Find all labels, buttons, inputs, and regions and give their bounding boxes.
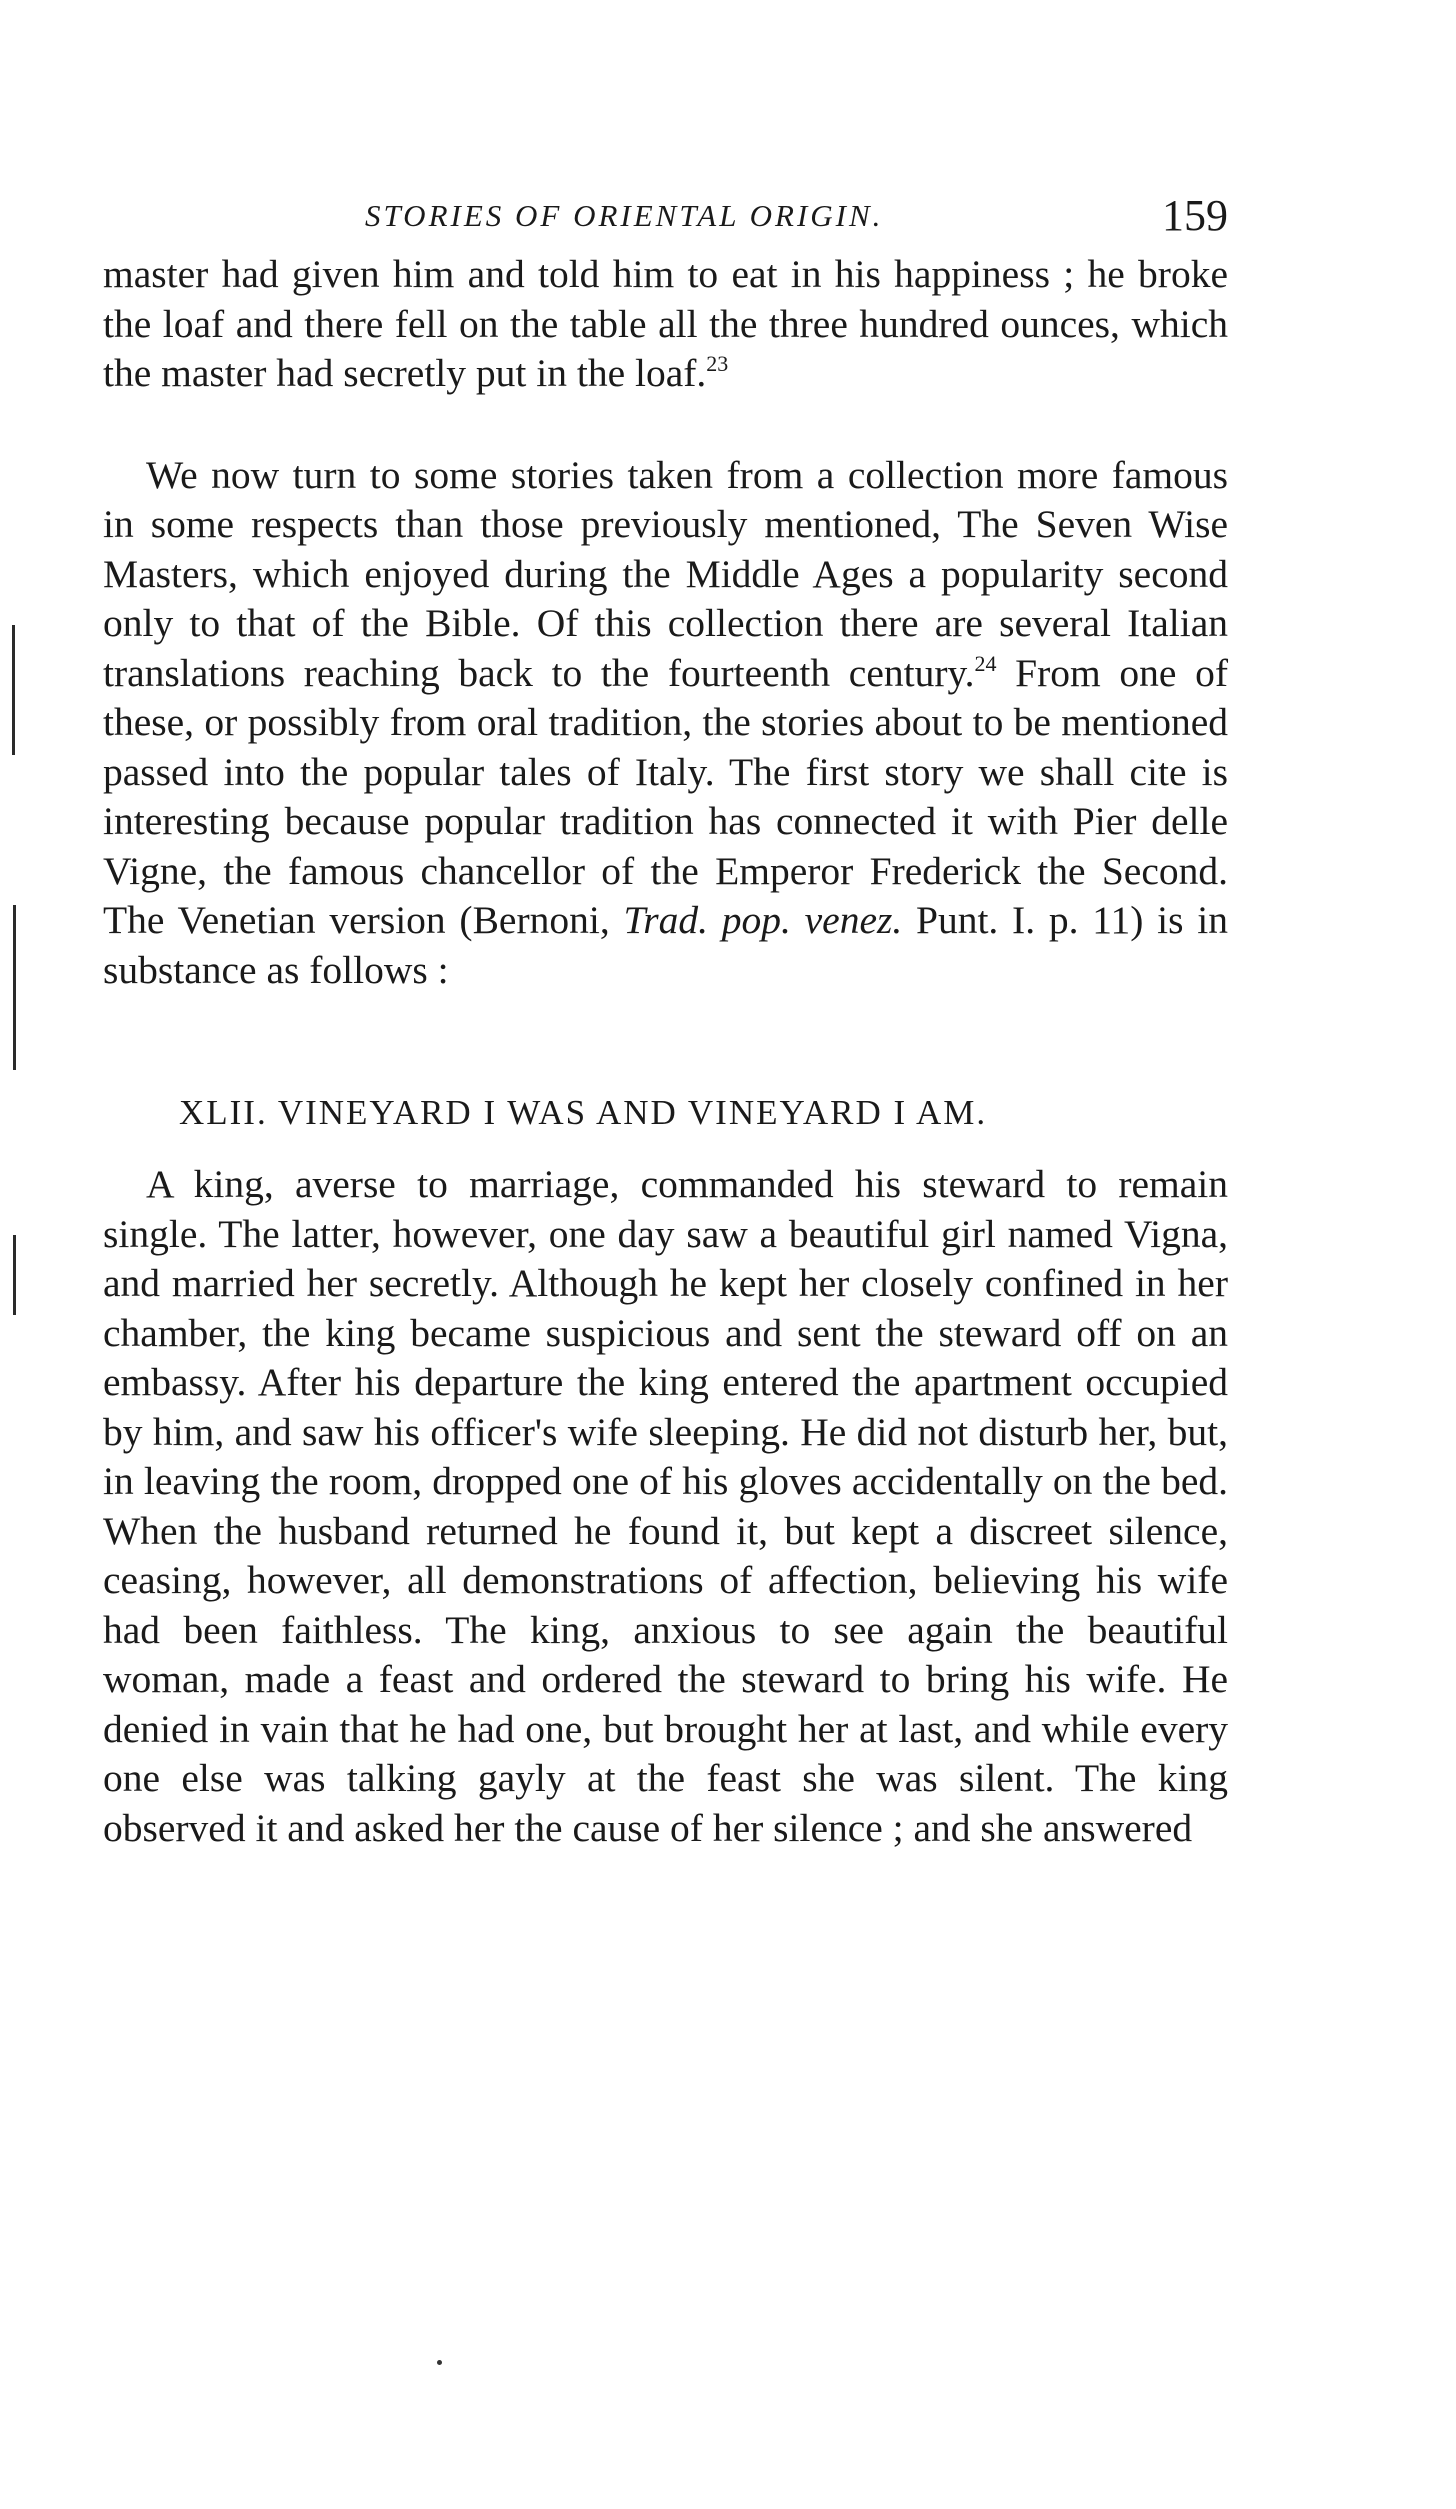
paragraph-seven-wise-masters (103, 451, 1228, 996)
paragraph-text: Punt. I. p. 11) is in substance as follows : (103, 898, 1228, 992)
running-head (103, 190, 1228, 250)
paragraph-text: master had given him and told him to eat in his happiness ; he broke the loaf and there fell on the table all the three hundred ounces, which the master had secretly put in the loaf. (103, 252, 1228, 395)
running-title: STORIES OF ORIENTAL ORIGIN. (365, 198, 884, 233)
citation-title: Trad. pop. venez. (623, 898, 903, 942)
paragraph-continuation (103, 250, 1228, 399)
story-heading: XLII. VINEYARD I WAS AND VINEYARD I AM. (179, 1093, 988, 1132)
margin-mark (13, 905, 16, 1070)
book-page (103, 190, 1228, 1853)
footnote-ref: 24 (974, 650, 997, 676)
footnote-ref: 23 (706, 351, 729, 376)
margin-mark (12, 625, 15, 755)
page-speck (437, 2360, 442, 2365)
story-paragraph: A king, averse to marriage, commanded his steward to remain single. The latter, however, one day saw a beautiful girl named Vigna, and married her secretly. Although he kept her closely confined in her chamber, the king became suspicious and sent the steward off on an embassy. After his departure the king entered the apartment occupied by him, and saw his officer's wife sleeping. He did not disturb her, but, in leaving the room, dropped one of his gloves accidentally on the bed. When the husband returned he found it, but kept a discreet silence, ceasing, however, all demonstrations of affection, believing his wife had been faithless. The king, anxious to see again the beautiful woman, made a feast and ordered the steward to bring his wife. He denied in vain that he had one, but brought her at last, and while every one else was talking gayly at the feast she was silent. The king observed it and asked her the cause of her silence ; and she answered (103, 1162, 1228, 1850)
page-number: 159 (1162, 191, 1228, 240)
margin-mark (13, 1235, 16, 1315)
paragraph-text: From one of these, or possibly from oral tradition, the stories about to be mentioned passed into the popular tales of Italy. The first story we shall cite is interesting because popular tradition has connected it with Pier delle Vigne, the famous chancellor of the Emperor Frederick the Second. The Venetian version (Bernoni, (103, 650, 1228, 942)
paragraph-text: We now turn to some stories taken from a collection more famous in some respects than those previously mentioned, The Seven Wise Masters, which enjoyed during the Middle Ages a popularity second only to that of the Bible. Of this collection there are several Italian translations reaching back to the fourteenth century. (103, 452, 1228, 695)
